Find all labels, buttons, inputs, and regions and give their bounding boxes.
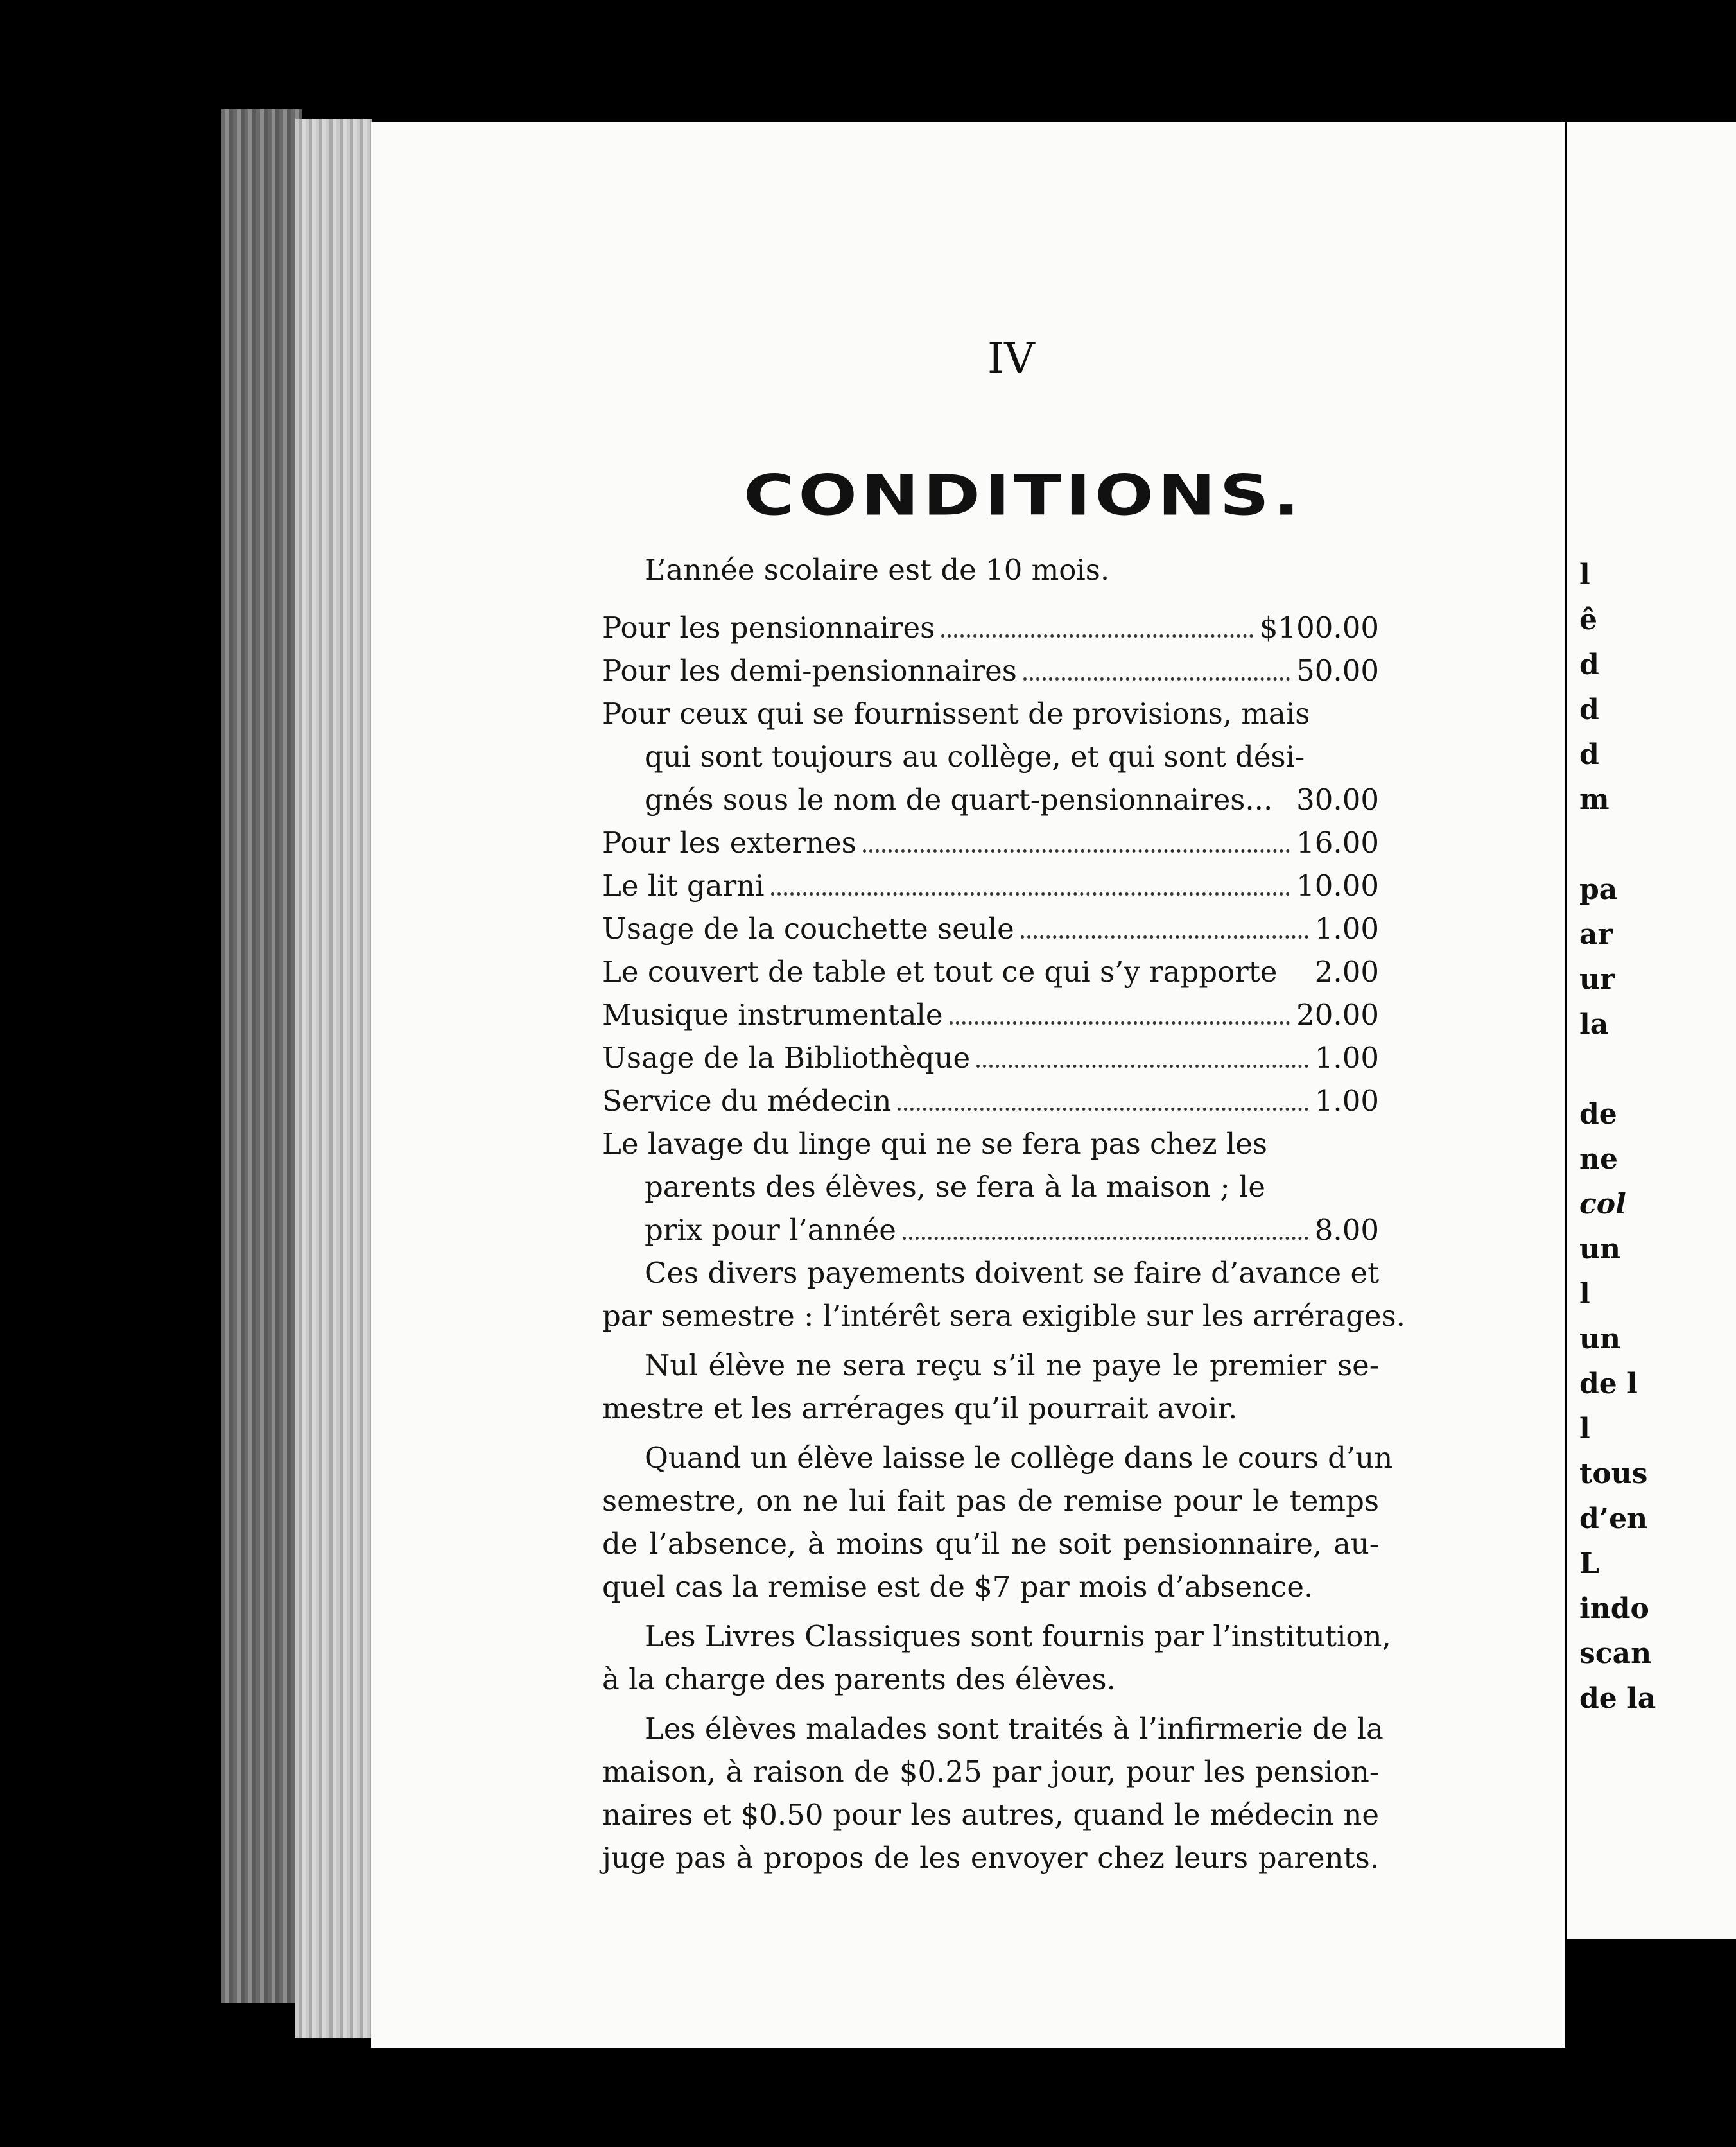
leader-dots xyxy=(976,1065,1308,1068)
paragraph-line: par semestre : l’intérêt sera exigible sur les arrérages. xyxy=(602,1299,1405,1333)
book-page xyxy=(371,122,1565,2048)
fee-amount: 2.00 xyxy=(1314,955,1379,989)
paragraph-line: mestre et les arrérages qu’il pourrait avoir. xyxy=(602,1391,1238,1425)
fee-label: Pour les demi-pensionnaires xyxy=(602,654,1017,688)
fee-label: Le couvert de table et tout ce qui s’y rapporte xyxy=(602,955,1278,989)
next-page-text: scan xyxy=(1579,1637,1652,1670)
fee-label-line: Pour ceux qui se fournissent de provisions, mais xyxy=(602,697,1310,731)
fee-row xyxy=(602,1086,1379,1117)
next-page-text: d xyxy=(1579,738,1599,771)
fee-amount: 8.00 xyxy=(1314,1213,1379,1247)
next-page-text: ne xyxy=(1579,1143,1618,1176)
fee-label: Musique instrumentale xyxy=(602,998,943,1032)
paragraph-line: à la charge des parents des élèves. xyxy=(602,1662,1116,1696)
fee-label: Pour les externes xyxy=(602,826,856,860)
fee-row xyxy=(602,1215,1379,1246)
next-page-text: ur xyxy=(1579,963,1615,996)
next-page-text: d’en xyxy=(1579,1502,1648,1535)
next-page-text: l xyxy=(1579,559,1590,591)
fee-row xyxy=(602,656,1379,687)
book-edge-dark xyxy=(221,109,302,2003)
fee-label-line: parents des élèves, se fera à la maison ; le xyxy=(645,1170,1265,1204)
fee-label: Service du médecin xyxy=(602,1084,892,1118)
next-page-text: ê xyxy=(1579,604,1597,636)
next-page-text: de xyxy=(1579,1098,1617,1131)
fee-row xyxy=(602,1000,1379,1031)
next-page-fragment xyxy=(1567,122,1736,1939)
fee-label: gnés sous le nom de quart-pensionnaires... xyxy=(645,783,1273,817)
next-page-text: un xyxy=(1579,1323,1620,1355)
leader-dots xyxy=(898,1108,1308,1111)
next-page-text: la xyxy=(1579,1008,1609,1041)
fee-row xyxy=(602,957,1379,988)
paragraph-line: naires et $0.50 pour les autres, quand le médecin ne xyxy=(602,1798,1379,1832)
next-page-text: l xyxy=(1579,1412,1590,1445)
next-page-text: ar xyxy=(1579,918,1613,951)
fee-row xyxy=(602,871,1379,902)
leader-dots xyxy=(863,849,1290,853)
next-page-text: l xyxy=(1579,1278,1590,1310)
fee-row xyxy=(602,828,1379,859)
page-title: CONDITIONS. xyxy=(743,464,1304,528)
fee-amount: 1.00 xyxy=(1314,912,1379,946)
leader-dots xyxy=(1021,935,1308,939)
next-page-text: d xyxy=(1579,693,1599,726)
next-page-text: d xyxy=(1579,648,1599,681)
leader-dots xyxy=(771,892,1290,896)
fee-label: Usage de la Bibliothèque xyxy=(602,1041,971,1075)
paragraph-line: Quand un élève laisse le collège dans le cours d’un xyxy=(645,1441,1393,1475)
fee-row xyxy=(602,613,1379,644)
fee-amount: 1.00 xyxy=(1314,1084,1379,1118)
page-number: IV xyxy=(987,334,1035,383)
fee-row xyxy=(602,1043,1379,1074)
fee-label: prix pour l’année xyxy=(645,1213,896,1247)
leader-dots xyxy=(1023,677,1290,681)
paragraph-line: maison, à raison de $0.25 par jour, pour les pension- xyxy=(602,1755,1379,1789)
leader-dots xyxy=(903,1237,1308,1240)
paragraph-line: Nul élève ne sera reçu s’il ne paye le premier se- xyxy=(645,1348,1379,1382)
next-page-text: un xyxy=(1579,1233,1620,1265)
fee-amount: 1.00 xyxy=(1314,1041,1379,1075)
next-page-text: de l xyxy=(1579,1368,1638,1400)
fee-row xyxy=(602,785,1379,816)
fee-amount: 20.00 xyxy=(1296,998,1379,1032)
fee-amount: 16.00 xyxy=(1296,826,1379,860)
fee-label: Usage de la couchette seule xyxy=(602,912,1014,946)
fee-label: Pour les pensionnaires xyxy=(602,611,935,645)
next-page-text: m xyxy=(1579,783,1610,816)
fee-label: Le lit garni xyxy=(602,869,765,903)
paragraph-line: Ces divers payements doivent se faire d’avance et xyxy=(645,1256,1380,1290)
paragraph-line: Les Livres Classiques sont fournis par l’institution, xyxy=(645,1619,1391,1653)
next-page-text: L xyxy=(1579,1547,1599,1580)
paragraph-line: juge pas à propos de les envoyer chez leurs parents. xyxy=(602,1841,1379,1875)
next-page-text: de la xyxy=(1579,1682,1656,1715)
intro-line: L’année scolaire est de 10 mois. xyxy=(645,553,1110,587)
fee-amount: 30.00 xyxy=(1296,783,1379,817)
next-page-text: indo xyxy=(1579,1592,1649,1625)
fee-amount: 50.00 xyxy=(1296,654,1379,688)
paragraph-line: semestre, on ne lui fait pas de remise pour le temps xyxy=(602,1484,1379,1518)
leader-dots xyxy=(941,634,1253,638)
next-page-text: tous xyxy=(1579,1457,1648,1490)
paragraph-line: de l’absence, à moins qu’il ne soit pensionnaire, au- xyxy=(602,1527,1379,1561)
fee-row xyxy=(602,914,1379,945)
fee-label-line: qui sont toujours au collège, et qui sont dési- xyxy=(645,740,1305,774)
paragraph-line: quel cas la remise est de $7 par mois d’absence. xyxy=(602,1570,1314,1604)
fee-amount: $100.00 xyxy=(1259,611,1379,645)
fee-label-line: Le lavage du linge qui ne se fera pas chez les xyxy=(602,1127,1267,1161)
book-edge-light xyxy=(295,119,372,2038)
fee-amount: 10.00 xyxy=(1296,869,1379,903)
next-page-text: col xyxy=(1579,1188,1626,1221)
next-page-text: pa xyxy=(1579,873,1618,906)
leader-dots xyxy=(950,1021,1290,1025)
paragraph-line: Les élèves malades sont traités à l’infirmerie de la xyxy=(645,1712,1384,1746)
